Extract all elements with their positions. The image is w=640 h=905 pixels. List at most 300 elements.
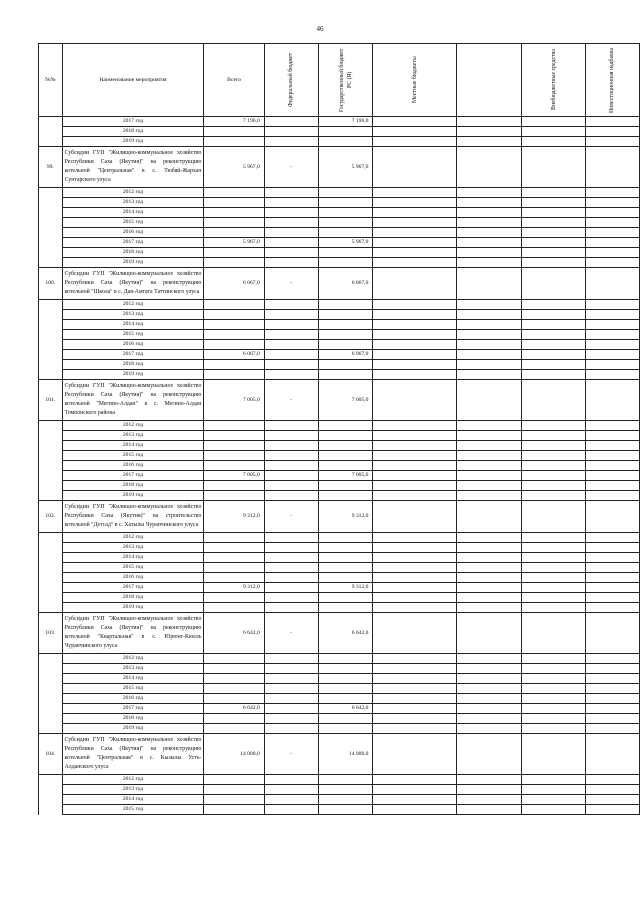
total-cell: 6 067,0 [204,350,264,360]
empty-cell [457,360,522,370]
total-cell [204,370,264,380]
invest-cell [585,320,639,330]
index-cell [39,481,63,491]
local-cell [373,127,457,137]
federal-cell [264,441,318,451]
local-cell [373,198,457,208]
local-cell [373,491,457,501]
list-item [39,147,640,188]
state-cell [318,137,373,147]
empty-cell [457,654,522,664]
extra-cell [522,248,586,258]
local-cell [373,360,457,370]
header-name: Наименование мероприятия [62,44,204,117]
entry-local [373,734,457,775]
table-row [39,724,640,734]
extra-cell [522,603,586,613]
federal-cell [264,603,318,613]
invest-cell [585,340,639,350]
local-cell [373,300,457,310]
total-cell [204,573,264,583]
entry-total: 5 967,0 [204,147,264,188]
empty-cell [457,117,522,127]
table-row [39,785,640,795]
invest-cell [585,441,639,451]
state-cell [318,481,373,491]
local-cell [373,340,457,350]
entry-state: 6 642,0 [318,613,373,654]
local-cell [373,805,457,815]
year-cell: 2019 год [62,370,204,380]
year-cell: 2015 год [62,805,204,815]
state-cell: 9 312,0 [318,583,373,593]
invest-cell [585,491,639,501]
invest-cell [585,664,639,674]
state-cell [318,330,373,340]
index-cell [39,300,63,310]
entry-extra [522,380,586,421]
empty-cell [457,238,522,248]
entry-state: 7 005,0 [318,380,373,421]
index-cell [39,238,63,248]
empty-cell [457,471,522,481]
entry-invest [585,147,639,188]
table-row [39,805,640,815]
year-cell: 2015 год [62,451,204,461]
state-cell [318,714,373,724]
empty-cell [457,583,522,593]
entry-empty [457,501,522,533]
table-row [39,421,640,431]
state-cell [318,724,373,734]
year-cell: 2016 год [62,228,204,238]
entry-extra [522,147,586,188]
federal-cell [264,543,318,553]
index-cell [39,461,63,471]
year-cell: 2012 год [62,188,204,198]
table-row [39,258,640,268]
year-cell: 2017 год [62,117,204,127]
local-cell [373,694,457,704]
table-row [39,370,640,380]
extra-cell [522,481,586,491]
empty-cell [457,775,522,785]
table-row [39,198,640,208]
invest-cell [585,208,639,218]
entry-local [373,380,457,421]
invest-cell [585,370,639,380]
local-cell [373,228,457,238]
state-cell [318,603,373,613]
entry-number: 101. [39,380,63,421]
year-cell: 2012 год [62,533,204,543]
table-row [39,664,640,674]
table-row [39,481,640,491]
local-cell [373,553,457,563]
extra-cell [522,805,586,815]
year-cell: 2019 год [62,603,204,613]
entry-federal: - [264,268,318,300]
state-cell [318,593,373,603]
federal-cell [264,461,318,471]
invest-cell [585,775,639,785]
entry-total: 9 312,0 [204,501,264,533]
total-cell [204,431,264,441]
entry-extra [522,501,586,533]
index-cell [39,573,63,583]
invest-cell [585,238,639,248]
total-cell [204,724,264,734]
empty-cell [457,461,522,471]
extra-cell [522,340,586,350]
state-cell [318,563,373,573]
entry-extra [522,734,586,775]
empty-cell [457,563,522,573]
total-cell [204,533,264,543]
total-cell [204,340,264,350]
extra-cell [522,795,586,805]
index-cell [39,127,63,137]
total-cell [204,248,264,258]
index-cell [39,543,63,553]
entry-description: Субсидии ГУП "Жилищно-коммунальное хозяйство Республики Саха (Якутия)" на строительство котельной "Детсад" в с. Хатылы Чурапчинского улуса [62,501,204,533]
year-cell: 2017 год [62,471,204,481]
invest-cell [585,684,639,694]
federal-cell [264,553,318,563]
empty-cell [457,785,522,795]
empty-cell [457,350,522,360]
total-cell [204,481,264,491]
extra-cell [522,188,586,198]
invest-cell [585,603,639,613]
invest-cell [585,330,639,340]
index-cell [39,451,63,461]
state-cell [318,533,373,543]
year-cell: 2014 год [62,441,204,451]
year-cell: 2014 год [62,553,204,563]
year-cell: 2018 год [62,127,204,137]
year-cell: 2017 год [62,704,204,714]
entry-federal: - [264,613,318,654]
year-cell: 2014 год [62,320,204,330]
table-row [39,553,640,563]
index-cell [39,795,63,805]
federal-cell [264,198,318,208]
extra-cell [522,775,586,785]
extra-cell [522,330,586,340]
federal-cell [264,137,318,147]
federal-cell [264,795,318,805]
entry-description: Субсидии ГУП "Жилищно-коммунальное хозяйство Республики Саха (Якутия)" на реконструкцию котельной "Центральная" в с. Кызылы Усть-Алданского улуса [62,734,204,775]
index-cell [39,704,63,714]
invest-cell [585,654,639,664]
federal-cell [264,421,318,431]
index-cell [39,674,63,684]
empty-cell [457,543,522,553]
empty-cell [457,137,522,147]
empty-cell [457,491,522,501]
local-cell [373,258,457,268]
state-cell [318,300,373,310]
entry-federal: - [264,380,318,421]
federal-cell [264,491,318,501]
table-header-row [39,44,640,117]
federal-cell [264,238,318,248]
total-cell [204,451,264,461]
entry-extra [522,268,586,300]
year-cell: 2013 год [62,664,204,674]
entry-empty [457,613,522,654]
state-cell [318,451,373,461]
state-cell [318,491,373,501]
empty-cell [457,188,522,198]
index-cell [39,654,63,664]
index-cell [39,805,63,815]
empty-cell [457,664,522,674]
invest-cell [585,805,639,815]
invest-cell [585,421,639,431]
table-row [39,684,640,694]
local-cell [373,593,457,603]
local-cell [373,795,457,805]
entry-state: 5 967,0 [318,147,373,188]
table-row [39,471,640,481]
entry-extra [522,613,586,654]
federal-cell [264,320,318,330]
total-cell: 6 642,0 [204,704,264,714]
federal-cell [264,188,318,198]
empty-cell [457,248,522,258]
local-cell [373,208,457,218]
index-cell [39,218,63,228]
header-num: №№ [39,44,63,117]
empty-cell [457,421,522,431]
federal-cell [264,654,318,664]
index-cell [39,603,63,613]
state-cell [318,421,373,431]
extra-cell [522,350,586,360]
extra-cell [522,593,586,603]
local-cell [373,563,457,573]
state-cell [318,684,373,694]
federal-cell [264,471,318,481]
state-cell: 7 196,0 [318,117,373,127]
local-cell [373,573,457,583]
year-cell: 2017 год [62,583,204,593]
year-cell: 2015 год [62,330,204,340]
state-cell [318,188,373,198]
state-cell [318,694,373,704]
invest-cell [585,573,639,583]
index-cell [39,370,63,380]
index-cell [39,593,63,603]
total-cell [204,593,264,603]
extra-cell [522,421,586,431]
entry-number: 104. [39,734,63,775]
header-extra: Внебюджетные средства [522,44,586,117]
extra-cell [522,451,586,461]
state-cell [318,785,373,795]
total-cell [204,320,264,330]
total-cell [204,563,264,573]
total-cell [204,360,264,370]
invest-cell [585,674,639,684]
state-cell: 6 642,0 [318,704,373,714]
entry-total: 14 000,0 [204,734,264,775]
total-cell [204,441,264,451]
extra-cell [522,543,586,553]
table-row [39,300,640,310]
local-cell [373,785,457,795]
entry-federal: - [264,734,318,775]
index-cell [39,340,63,350]
index-cell [39,563,63,573]
table-row [39,320,640,330]
invest-cell [585,785,639,795]
year-cell: 2016 год [62,694,204,704]
empty-cell [457,481,522,491]
invest-cell [585,248,639,258]
table-row [39,228,640,238]
index-cell [39,664,63,674]
table-row [39,775,640,785]
table-row [39,350,640,360]
entry-invest [585,380,639,421]
state-cell [318,370,373,380]
total-cell [204,674,264,684]
table-row [39,795,640,805]
table-row [39,491,640,501]
total-cell [204,684,264,694]
state-cell [318,248,373,258]
year-cell: 2018 год [62,593,204,603]
total-cell [204,218,264,228]
year-cell: 2019 год [62,724,204,734]
empty-cell [457,724,522,734]
state-cell [318,127,373,137]
local-cell [373,724,457,734]
index-cell [39,684,63,694]
state-cell [318,228,373,238]
year-cell: 2013 год [62,785,204,795]
year-cell: 2017 год [62,238,204,248]
year-cell: 2012 год [62,300,204,310]
table-row [39,694,640,704]
index-cell [39,258,63,268]
empty-cell [457,300,522,310]
year-cell: 2013 год [62,198,204,208]
entry-state: 14 000,0 [318,734,373,775]
empty-cell [457,805,522,815]
extra-cell [522,674,586,684]
extra-cell [522,471,586,481]
extra-cell [522,785,586,795]
index-cell [39,248,63,258]
invest-cell [585,694,639,704]
local-cell [373,370,457,380]
federal-cell [264,573,318,583]
local-cell [373,218,457,228]
local-cell [373,310,457,320]
total-cell: 7 196,0 [204,117,264,127]
extra-cell [522,300,586,310]
entry-local [373,147,457,188]
table-row [39,583,640,593]
table-row [39,714,640,724]
entry-invest [585,268,639,300]
table-row [39,573,640,583]
invest-cell [585,563,639,573]
header-total: Всего [204,44,264,117]
year-cell: 2014 год [62,208,204,218]
index-cell [39,198,63,208]
table-row [39,248,640,258]
federal-cell [264,805,318,815]
total-cell [204,805,264,815]
federal-cell [264,350,318,360]
entry-description: Субсидии ГУП "Жилищно-коммунальное хозяйство Республики Саха (Якутия)" на реконструкцию котельной "Мегино-Алдан" в с. Мегино-Алдан Томпонского района [62,380,204,421]
index-cell [39,320,63,330]
list-item [39,268,640,300]
page-number: 46 [316,25,324,33]
invest-cell [585,724,639,734]
local-cell [373,330,457,340]
federal-cell [264,310,318,320]
entry-total: 7 005,0 [204,380,264,421]
local-cell [373,533,457,543]
entry-local [373,268,457,300]
total-cell [204,310,264,320]
year-cell: 2013 год [62,543,204,553]
year-cell: 2014 год [62,795,204,805]
entry-empty [457,268,522,300]
index-cell [39,208,63,218]
extra-cell [522,654,586,664]
state-cell [318,795,373,805]
table-row [39,238,640,248]
total-cell [204,714,264,724]
entry-state: 6 067,0 [318,268,373,300]
federal-cell [264,228,318,238]
federal-cell [264,370,318,380]
index-cell [39,471,63,481]
table-row [39,310,640,320]
extra-cell [522,441,586,451]
invest-cell [585,593,639,603]
total-cell: 5 967,0 [204,238,264,248]
federal-cell [264,258,318,268]
index-cell [39,310,63,320]
year-cell: 2015 год [62,684,204,694]
table-row [39,563,640,573]
local-cell [373,451,457,461]
total-cell [204,188,264,198]
list-item [39,734,640,775]
empty-cell [457,431,522,441]
extra-cell [522,684,586,694]
local-cell [373,684,457,694]
local-cell [373,350,457,360]
invest-cell [585,481,639,491]
year-cell: 2016 год [62,461,204,471]
local-cell [373,603,457,613]
extra-cell [522,370,586,380]
extra-cell [522,704,586,714]
federal-cell [264,563,318,573]
budget-table [38,43,640,815]
index-cell [39,441,63,451]
state-cell [318,441,373,451]
